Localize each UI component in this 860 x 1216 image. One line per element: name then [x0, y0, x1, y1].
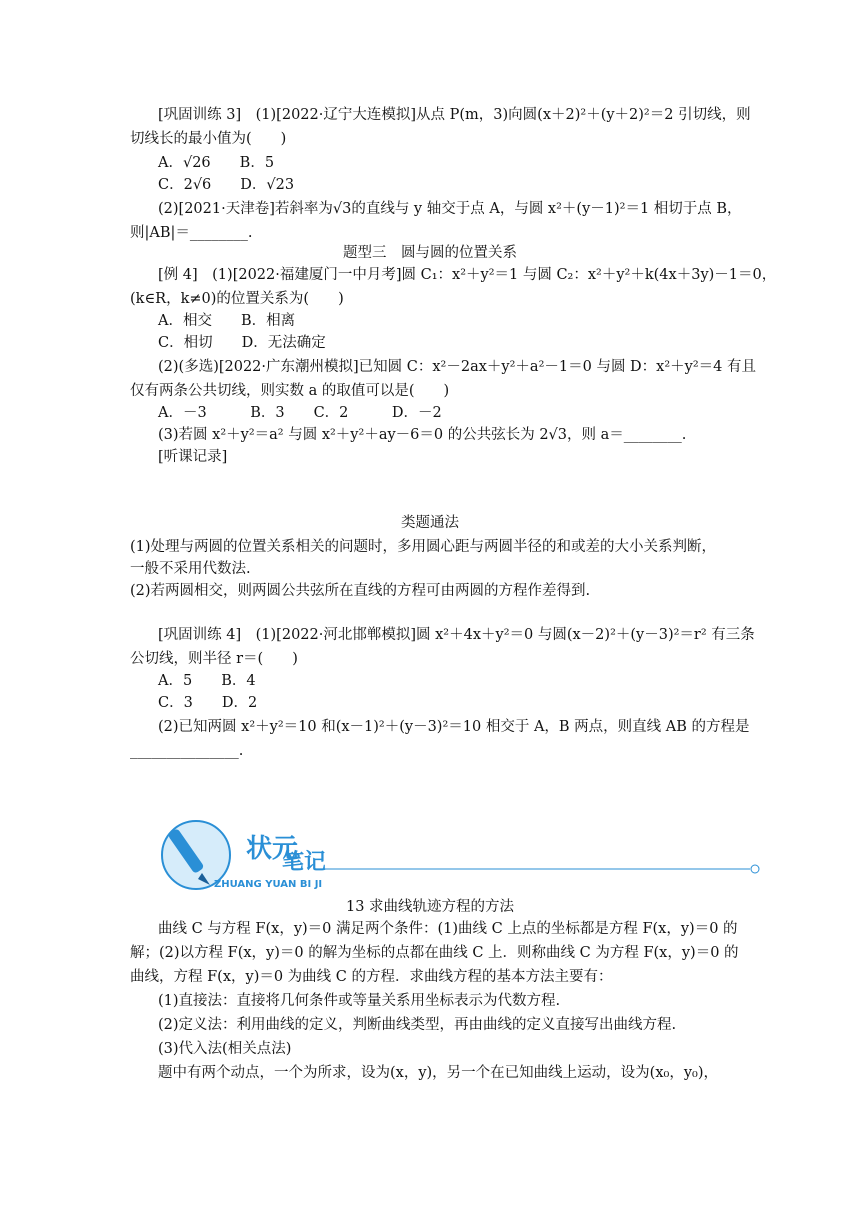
note13-line6: (3)代入法(相关点法): [158, 1041, 292, 1057]
note13-title: 13 求曲线轨迹方程的方法: [345, 899, 515, 915]
note13-line3: 曲线，方程 F(x，y)＝0 为曲线 C 的方程．求曲线方程的基本方法主要有：: [130, 969, 613, 985]
banner-title-2: 笔记: [282, 850, 327, 875]
method-p2: (2)若两圆相交，则两圆公共弦所在直线的方程可由两圆的方程作差得到.: [130, 583, 591, 599]
note13-line4: (1)直接法：直接将几何条件或等量关系用坐标表示为代数方程.: [158, 993, 561, 1009]
banner-rule-end: [751, 865, 759, 873]
drill4-q2-line1: (2)已知两圆 x²＋y²＝10 和(x－1)²＋(y－3)²＝10 相交于 A，B 两点，则直线 AB 的方程是: [158, 719, 750, 735]
drill3-q1-options-ab: A．√26 B．5: [158, 155, 275, 171]
note13-line1: 曲线 C 与方程 F(x，y)＝0 满足两个条件：(1)曲线 C 上点的坐标都是方程 F(x，y)＝0 的: [158, 921, 738, 937]
drill4-q1-line2: 公切线，则半径 r＝( ): [130, 651, 298, 667]
lecture-notes-label: [听课记录]: [158, 449, 228, 465]
example4-q3-line: (3)若圆 x²＋y²＝a² 与圆 x²＋y²＋ay－6＝0 的公共弦长为 2√3，则 a＝________.: [158, 427, 687, 443]
method-p1-line2: 一般不采用代数法.: [130, 561, 251, 577]
drill3-q2-line1: (2)[2021·天津卷]若斜率为√3的直线与 y 轴交于点 A，与圆 x²＋(y－1)²＝1 相切于点 B，: [158, 201, 742, 217]
example4-q2-options: A．－3 B．3 C．2 D．－2: [158, 405, 442, 421]
example4-q2-line1: (2)(多选)[2022·广东潮州模拟]已知圆 C：x²－2ax＋y²＋a²－1＝0 与圆 D：x²＋y²＝4 有且: [158, 359, 757, 375]
drill4-q1-options-ab: A．5 B．4: [158, 673, 256, 689]
drill4-q2-line2: _______________.: [130, 743, 244, 759]
note13-line2: 解；(2)以方程 F(x，y)＝0 的解为坐标的点都在曲线 C 上．则称曲线 C 为方程 F(x，y)＝0 的: [130, 945, 739, 961]
method-p1-line1: (1)处理与两圆的位置关系相关的问题时，多用圆心距与两圆半径的和或差的大小关系判断，: [130, 539, 717, 555]
method-title: 类题通法: [401, 515, 459, 531]
drill3-q1-line2: 切线长的最小值为( ): [130, 131, 287, 147]
example4-q1-line2: (k∈R，k≠0)的位置关系为( ): [130, 291, 344, 307]
banner-title-1: 状元: [246, 834, 299, 864]
drill4-q1-line1: [巩固训练 4] (1)[2022·河北邯郸模拟]圆 x²＋4x＋y²＝0 与圆(x－2)²＋(y－3)²＝r² 有三条: [158, 627, 755, 643]
example4-q1-options-ab: A．相交 B．相离: [158, 313, 296, 329]
drill3-q2-line2: 则|AB|＝________.: [130, 225, 253, 241]
banner-pinyin: ZHUANG YUAN BI JI: [214, 879, 323, 890]
example4-q1-options-cd: C．相切 D．无法确定: [158, 335, 326, 351]
banner-graphic: [158, 815, 768, 895]
section-title: 题型三 圆与圆的位置关系: [343, 245, 517, 261]
note13-line7: 题中有两个动点，一个为所求，设为(x，y)，另一个在已知曲线上运动，设为(x₀，y₀)，: [158, 1065, 718, 1081]
example4-q1-line1: [例 4] (1)[2022·福建厦门一中月考]圆 C₁：x²＋y²＝1 与圆 C₂：x²＋y²＋k(4x＋3y)－1＝0，: [158, 267, 777, 283]
example4-q2-line2: 仅有两条公共切线，则实数 a 的取值可以是( ): [130, 383, 450, 399]
drill3-q1-line1: [巩固训练 3] (1)[2022·辽宁大连模拟]从点 P(m，3)向圆(x＋2)²＋(y＋2)²＝2 引切线，则: [158, 107, 751, 123]
drill3-q1-options-cd: C．2√6 D．√23: [158, 177, 295, 193]
zhuangyuan-notes-banner: [158, 815, 768, 895]
note13-line5: (2)定义法：利用曲线的定义，判断曲线类型，再由曲线的定义直接写出曲线方程.: [158, 1017, 677, 1033]
drill4-q1-options-cd: C．3 D．2: [158, 695, 258, 711]
